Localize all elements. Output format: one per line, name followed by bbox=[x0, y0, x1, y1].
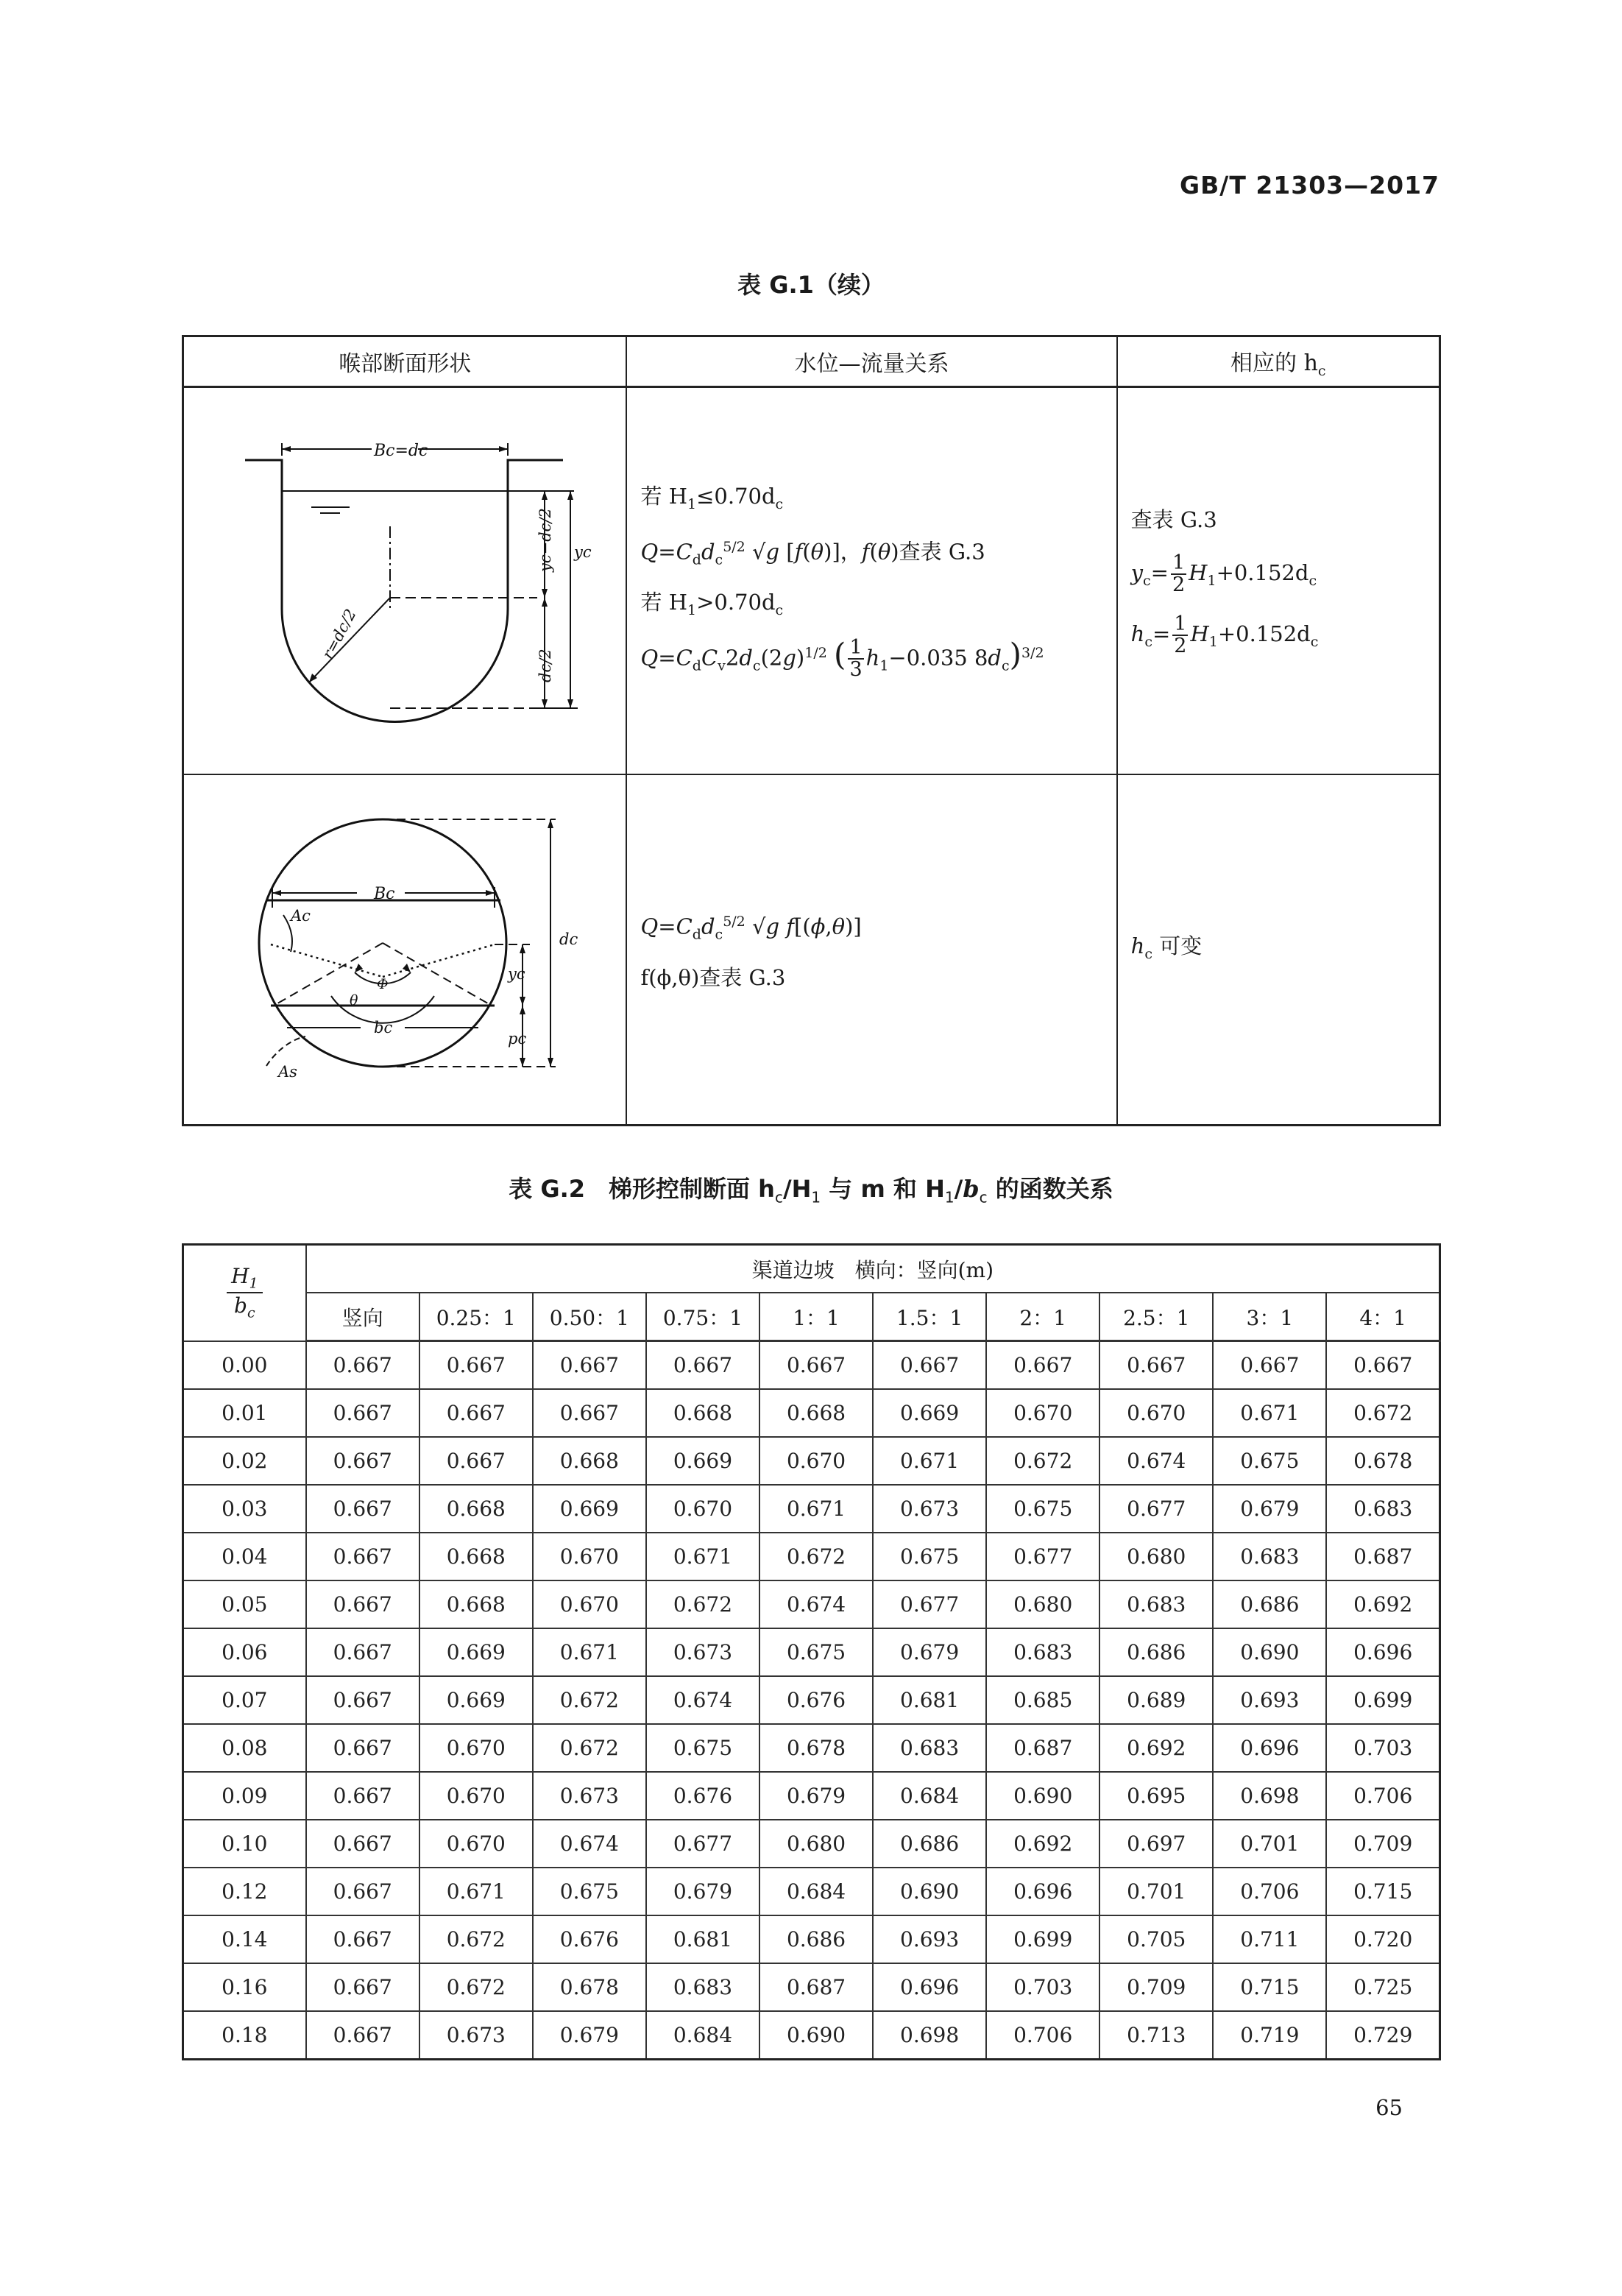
label-pc: pc bbox=[508, 1030, 527, 1048]
table-cell: 0.679 bbox=[873, 1628, 986, 1676]
table-cell: 0.667 bbox=[306, 1341, 419, 1390]
table-cell: 0.667 bbox=[306, 1772, 419, 1820]
table-cell: 0.672 bbox=[533, 1676, 646, 1724]
label-radius: r=dc/2 bbox=[319, 606, 360, 663]
table-cell: 0.683 bbox=[1326, 1485, 1439, 1533]
table-cell: 0.683 bbox=[1099, 1580, 1213, 1628]
table-cell: 0.670 bbox=[419, 1772, 533, 1820]
column-header: 4：1 bbox=[1326, 1293, 1439, 1341]
table-cell: 0.719 bbox=[1213, 2011, 1326, 2060]
table-cell: 0.687 bbox=[759, 1963, 873, 2011]
table-cell: 0.670 bbox=[759, 1437, 873, 1485]
formula-high: $Q=C_dC_v2d_c(2g)^{1/2}$ ( $\frac{1}{3}$ $h_1-0.035$ $8d_c)^{3/2}$ bbox=[640, 636, 1044, 682]
condition-high: 若 $H_1>0.70d_c$ bbox=[640, 590, 784, 618]
table-row bbox=[183, 2011, 1440, 2060]
table-cell: 0.671 bbox=[533, 1628, 646, 1676]
table-cell: 0.677 bbox=[873, 1580, 986, 1628]
table-cell: 0.690 bbox=[873, 1868, 986, 1915]
table-cell: 0.709 bbox=[1326, 1820, 1439, 1868]
table-cell: 0.671 bbox=[1213, 1389, 1326, 1437]
row-ratio: 0.06 bbox=[183, 1628, 306, 1676]
table-cell: 0.672 bbox=[646, 1580, 759, 1628]
label-yc: yc bbox=[574, 543, 592, 561]
column-header: 0.75：1 bbox=[646, 1293, 759, 1341]
table-cell: 0.679 bbox=[533, 2011, 646, 2060]
table-cell: 0.676 bbox=[533, 1915, 646, 1963]
table-cell: 0.667 bbox=[306, 1485, 419, 1533]
table-cell: 0.667 bbox=[306, 1724, 419, 1772]
table-cell: 0.690 bbox=[1213, 1628, 1326, 1676]
table-cell: 0.713 bbox=[1099, 2011, 1213, 2060]
table-cell: 0.684 bbox=[873, 1772, 986, 1820]
label-yc-minus: yc−dc/2 bbox=[536, 508, 554, 572]
table-cell: 0.689 bbox=[1099, 1676, 1213, 1724]
label-phi: Φ bbox=[377, 976, 389, 992]
table-cell: 0.675 bbox=[1213, 1437, 1326, 1485]
table-cell: 0.674 bbox=[1099, 1437, 1213, 1485]
table-cell: 0.675 bbox=[873, 1533, 986, 1580]
label-Bc: Bc bbox=[374, 885, 395, 903]
column-header: 0.25：1 bbox=[419, 1293, 533, 1341]
table-cell: 0.667 bbox=[306, 1963, 419, 2011]
table-cell: 0.715 bbox=[1213, 1963, 1326, 2011]
table-cell: 0.671 bbox=[419, 1868, 533, 1915]
table-cell: 0.676 bbox=[646, 1772, 759, 1820]
u-shape-formula-cell bbox=[626, 387, 1116, 775]
table-row bbox=[183, 1963, 1440, 2011]
label-dc-half: dc/2 bbox=[536, 649, 554, 682]
circular-throat-diagram bbox=[184, 775, 626, 1121]
table-cell: 0.670 bbox=[533, 1580, 646, 1628]
table-cell: 0.679 bbox=[646, 1868, 759, 1915]
table-cell: 0.673 bbox=[646, 1628, 759, 1676]
table-cell: 0.675 bbox=[759, 1628, 873, 1676]
table-cell: 0.667 bbox=[306, 1628, 419, 1676]
table-cell: 0.678 bbox=[759, 1724, 873, 1772]
table-cell: 0.678 bbox=[533, 1963, 646, 2011]
table-cell: 0.667 bbox=[1213, 1341, 1326, 1390]
table-cell: 0.679 bbox=[1213, 1485, 1326, 1533]
table-cell: 0.667 bbox=[646, 1341, 759, 1390]
table-cell: 0.671 bbox=[873, 1437, 986, 1485]
table-cell: 0.677 bbox=[1099, 1485, 1213, 1533]
row-ratio: 0.02 bbox=[183, 1437, 306, 1485]
table-cell: 0.670 bbox=[419, 1820, 533, 1868]
table-cell: 0.690 bbox=[986, 1772, 1099, 1820]
label-bc-dc: Bc=dc bbox=[374, 442, 428, 460]
column-header: 2.5：1 bbox=[1099, 1293, 1213, 1341]
table-cell: 0.684 bbox=[759, 1868, 873, 1915]
table-cell: 0.667 bbox=[419, 1437, 533, 1485]
col-header-relation: 水位—流量关系 bbox=[626, 336, 1116, 387]
table-cell: 0.675 bbox=[986, 1485, 1099, 1533]
table-cell: 0.667 bbox=[306, 1820, 419, 1868]
formula-low: $Q=C_dd_c^{5/2}$ √g [f(θ)]，f(θ)查表 G.3 bbox=[640, 538, 985, 568]
table-cell: 0.668 bbox=[533, 1437, 646, 1485]
table-cell: 0.670 bbox=[646, 1485, 759, 1533]
condition-low: 若 $H_1\le 0.70d_c$ bbox=[640, 483, 784, 512]
table-cell: 0.696 bbox=[1213, 1724, 1326, 1772]
table-cell: 0.667 bbox=[873, 1341, 986, 1390]
table-cell: 0.697 bbox=[1099, 1820, 1213, 1868]
table-cell: 0.725 bbox=[1326, 1963, 1439, 2011]
table-cell: 0.669 bbox=[533, 1485, 646, 1533]
table-cell: 0.692 bbox=[986, 1820, 1099, 1868]
table-cell: 0.683 bbox=[1213, 1533, 1326, 1580]
table-row bbox=[183, 1580, 1440, 1628]
column-header: 1.5：1 bbox=[873, 1293, 986, 1341]
table-cell: 0.695 bbox=[1099, 1772, 1213, 1820]
table-cell: 0.668 bbox=[646, 1389, 759, 1437]
table-cell: 0.674 bbox=[759, 1580, 873, 1628]
table-row bbox=[183, 1820, 1440, 1868]
table-cell: 0.668 bbox=[419, 1533, 533, 1580]
u-shape-throat-diagram bbox=[184, 388, 626, 771]
circular-formula-cell bbox=[626, 774, 1116, 1126]
table-cell: 0.672 bbox=[533, 1724, 646, 1772]
table-cell: 0.667 bbox=[533, 1341, 646, 1390]
table-cell: 0.703 bbox=[1326, 1724, 1439, 1772]
table-g1 bbox=[182, 335, 1441, 1126]
table-cell: 0.684 bbox=[646, 2011, 759, 2060]
page-number: 65 bbox=[1375, 2095, 1403, 2120]
table-cell: 0.686 bbox=[1099, 1628, 1213, 1676]
table-cell: 0.687 bbox=[986, 1724, 1099, 1772]
col-header-hc: 相应的 $h_c$ bbox=[1117, 336, 1440, 387]
table-cell: 0.683 bbox=[646, 1963, 759, 2011]
table-cell: 0.669 bbox=[419, 1628, 533, 1676]
table-g2-caption: 表 G.2 梯形控制断面 $h_c/H_1$ 与 m 和 $H_1/b_c$ 的函数关系 bbox=[509, 1175, 1113, 1207]
table-cell: 0.681 bbox=[873, 1676, 986, 1724]
table-row bbox=[183, 1724, 1440, 1772]
table-cell: 0.680 bbox=[759, 1820, 873, 1868]
table-cell: 0.681 bbox=[646, 1915, 759, 1963]
table-cell: 0.673 bbox=[873, 1485, 986, 1533]
table-cell: 0.667 bbox=[306, 1915, 419, 1963]
row-ratio: 0.09 bbox=[183, 1772, 306, 1820]
hc-lookup: 查表 G.3 bbox=[1130, 507, 1217, 533]
table-cell: 0.667 bbox=[419, 1389, 533, 1437]
table-cell: 0.670 bbox=[419, 1724, 533, 1772]
table-cell: 0.667 bbox=[1099, 1341, 1213, 1390]
table-cell: 0.670 bbox=[533, 1533, 646, 1580]
yc-formula: $y_c=$ $\frac{1}{2}$ $H_1+0.152d_c$ bbox=[1130, 551, 1317, 597]
table-cell: 0.674 bbox=[646, 1676, 759, 1724]
table-cell: 0.667 bbox=[419, 1341, 533, 1390]
table-cell: 0.675 bbox=[646, 1724, 759, 1772]
table-cell: 0.667 bbox=[306, 1389, 419, 1437]
table-cell: 0.677 bbox=[986, 1533, 1099, 1580]
column-header: 1：1 bbox=[759, 1293, 873, 1341]
table-cell: 0.686 bbox=[873, 1820, 986, 1868]
row-ratio: 0.16 bbox=[183, 1963, 306, 2011]
circular-diagram-cell bbox=[183, 774, 627, 1126]
table-cell: 0.693 bbox=[1213, 1676, 1326, 1724]
label-bc: bc bbox=[374, 1019, 393, 1036]
label-theta: θ bbox=[350, 992, 358, 1009]
table-cell: 0.673 bbox=[533, 1772, 646, 1820]
table-cell: 0.672 bbox=[419, 1915, 533, 1963]
table-cell: 0.674 bbox=[533, 1820, 646, 1868]
table-cell: 0.711 bbox=[1213, 1915, 1326, 1963]
table-row bbox=[183, 1533, 1440, 1580]
table-row bbox=[183, 1628, 1440, 1676]
table-row bbox=[183, 1389, 1440, 1437]
column-header-row bbox=[183, 1293, 1440, 1341]
table-cell: 0.696 bbox=[1326, 1628, 1439, 1676]
table-cell: 0.669 bbox=[873, 1389, 986, 1437]
table-cell: 0.709 bbox=[1099, 1963, 1213, 2011]
table-cell: 0.676 bbox=[759, 1676, 873, 1724]
col-header-shape: 喉部断面形状 bbox=[183, 336, 627, 387]
column-header: 0.50：1 bbox=[533, 1293, 646, 1341]
row-ratio: 0.12 bbox=[183, 1868, 306, 1915]
table-cell: 0.671 bbox=[759, 1485, 873, 1533]
label-Ac: Ac bbox=[291, 907, 311, 925]
table-cell: 0.672 bbox=[986, 1437, 1099, 1485]
table-cell: 0.667 bbox=[759, 1341, 873, 1390]
table-row bbox=[183, 1676, 1440, 1724]
label-As: As bbox=[278, 1063, 297, 1081]
table-cell: 0.678 bbox=[1326, 1437, 1439, 1485]
column-header: 3：1 bbox=[1213, 1293, 1326, 1341]
table-cell: 0.685 bbox=[986, 1676, 1099, 1724]
table-cell: 0.669 bbox=[646, 1437, 759, 1485]
table-g1-caption: 表 G.1（续） bbox=[737, 271, 885, 299]
table-cell: 0.703 bbox=[986, 1963, 1099, 2011]
hc-variable: $h_c$ 可变 bbox=[1130, 933, 1203, 962]
u-shape-hc-cell bbox=[1117, 387, 1440, 775]
column-header: 竖向 bbox=[306, 1293, 419, 1341]
row-ratio: 0.03 bbox=[183, 1485, 306, 1533]
table-cell: 0.670 bbox=[986, 1389, 1099, 1437]
table-g2 bbox=[182, 1243, 1441, 2060]
table-cell: 0.729 bbox=[1326, 2011, 1439, 2060]
hc-formula: $h_c=$ $\frac{1}{2}$ $H_1+0.152d_c$ bbox=[1130, 612, 1319, 657]
formula-circular: $Q=C_dd_c^{5/2}$ √g f[(ϕ,θ)] bbox=[640, 914, 862, 943]
table-cell: 0.667 bbox=[306, 1868, 419, 1915]
table-cell: 0.672 bbox=[1326, 1389, 1439, 1437]
table-cell: 0.668 bbox=[419, 1485, 533, 1533]
table-cell: 0.699 bbox=[986, 1915, 1099, 1963]
table-cell: 0.696 bbox=[873, 1963, 986, 2011]
table-cell: 0.668 bbox=[759, 1389, 873, 1437]
table-cell: 0.683 bbox=[873, 1724, 986, 1772]
table-cell: 0.698 bbox=[873, 2011, 986, 2060]
row-ratio: 0.07 bbox=[183, 1676, 306, 1724]
table-cell: 0.680 bbox=[986, 1580, 1099, 1628]
row-ratio: 0.05 bbox=[183, 1580, 306, 1628]
table-cell: 0.677 bbox=[646, 1820, 759, 1868]
row-ratio: 0.04 bbox=[183, 1533, 306, 1580]
table-row bbox=[183, 1485, 1440, 1533]
table-cell: 0.683 bbox=[986, 1628, 1099, 1676]
table-cell: 0.706 bbox=[986, 2011, 1099, 2060]
lookup-circular: f(ϕ,θ)查表 G.3 bbox=[640, 964, 786, 990]
table-cell: 0.693 bbox=[873, 1915, 986, 1963]
column-header: 2：1 bbox=[986, 1293, 1099, 1341]
table-cell: 0.670 bbox=[1099, 1389, 1213, 1437]
table-cell: 0.673 bbox=[419, 2011, 533, 2060]
table-cell: 0.698 bbox=[1213, 1772, 1326, 1820]
u-shape-diagram-cell bbox=[183, 387, 627, 775]
table-cell: 0.701 bbox=[1213, 1820, 1326, 1868]
row-ratio: 0.01 bbox=[183, 1389, 306, 1437]
circular-hc-cell bbox=[1117, 774, 1440, 1126]
row-ratio: 0.10 bbox=[183, 1820, 306, 1868]
table-row bbox=[183, 1437, 1440, 1485]
table-cell: 0.668 bbox=[419, 1580, 533, 1628]
slope-group-header: 渠道边坡 横向：竖向(m) bbox=[306, 1245, 1440, 1293]
table-cell: 0.720 bbox=[1326, 1915, 1439, 1963]
table-cell: 0.667 bbox=[306, 1437, 419, 1485]
table-cell: 0.692 bbox=[1326, 1580, 1439, 1628]
label-dc: dc bbox=[559, 930, 578, 948]
row-ratio: 0.14 bbox=[183, 1915, 306, 1963]
table-row bbox=[183, 1915, 1440, 1963]
table-cell: 0.706 bbox=[1326, 1772, 1439, 1820]
table-cell: 0.706 bbox=[1213, 1868, 1326, 1915]
table-row bbox=[183, 1341, 1440, 1390]
table-cell: 0.705 bbox=[1099, 1915, 1213, 1963]
table-cell: 0.701 bbox=[1099, 1868, 1213, 1915]
table-cell: 0.667 bbox=[533, 1389, 646, 1437]
table-cell: 0.669 bbox=[419, 1676, 533, 1724]
row-ratio: 0.18 bbox=[183, 2011, 306, 2060]
table-cell: 0.692 bbox=[1099, 1724, 1213, 1772]
table-cell: 0.667 bbox=[306, 1533, 419, 1580]
table-cell: 0.667 bbox=[306, 1580, 419, 1628]
table-cell: 0.686 bbox=[759, 1915, 873, 1963]
standard-code: GB/T 21303—2017 bbox=[1180, 171, 1439, 199]
table-cell: 0.667 bbox=[306, 2011, 419, 2060]
table-cell: 0.675 bbox=[533, 1868, 646, 1915]
table-cell: 0.680 bbox=[1099, 1533, 1213, 1580]
table-cell: 0.671 bbox=[646, 1533, 759, 1580]
table-cell: 0.696 bbox=[986, 1868, 1099, 1915]
row-ratio: 0.08 bbox=[183, 1724, 306, 1772]
row-ratio: 0.00 bbox=[183, 1341, 306, 1390]
table-cell: 0.667 bbox=[986, 1341, 1099, 1390]
table-cell: 0.667 bbox=[1326, 1341, 1439, 1390]
table-cell: 0.699 bbox=[1326, 1676, 1439, 1724]
table-cell: 0.672 bbox=[759, 1533, 873, 1580]
table-cell: 0.715 bbox=[1326, 1868, 1439, 1915]
table-cell: 0.687 bbox=[1326, 1533, 1439, 1580]
table-row bbox=[183, 1868, 1440, 1915]
table-row bbox=[183, 1772, 1440, 1820]
table-cell: 0.672 bbox=[419, 1963, 533, 2011]
table-cell: 0.667 bbox=[306, 1676, 419, 1724]
table-cell: 0.679 bbox=[759, 1772, 873, 1820]
label-yc-circle: yc bbox=[508, 965, 525, 983]
table-g2-body bbox=[183, 1341, 1440, 2060]
table-cell: 0.686 bbox=[1213, 1580, 1326, 1628]
stub-header: $\frac{H_1}{b_c}$ bbox=[183, 1245, 306, 1341]
table-cell: 0.690 bbox=[759, 2011, 873, 2060]
